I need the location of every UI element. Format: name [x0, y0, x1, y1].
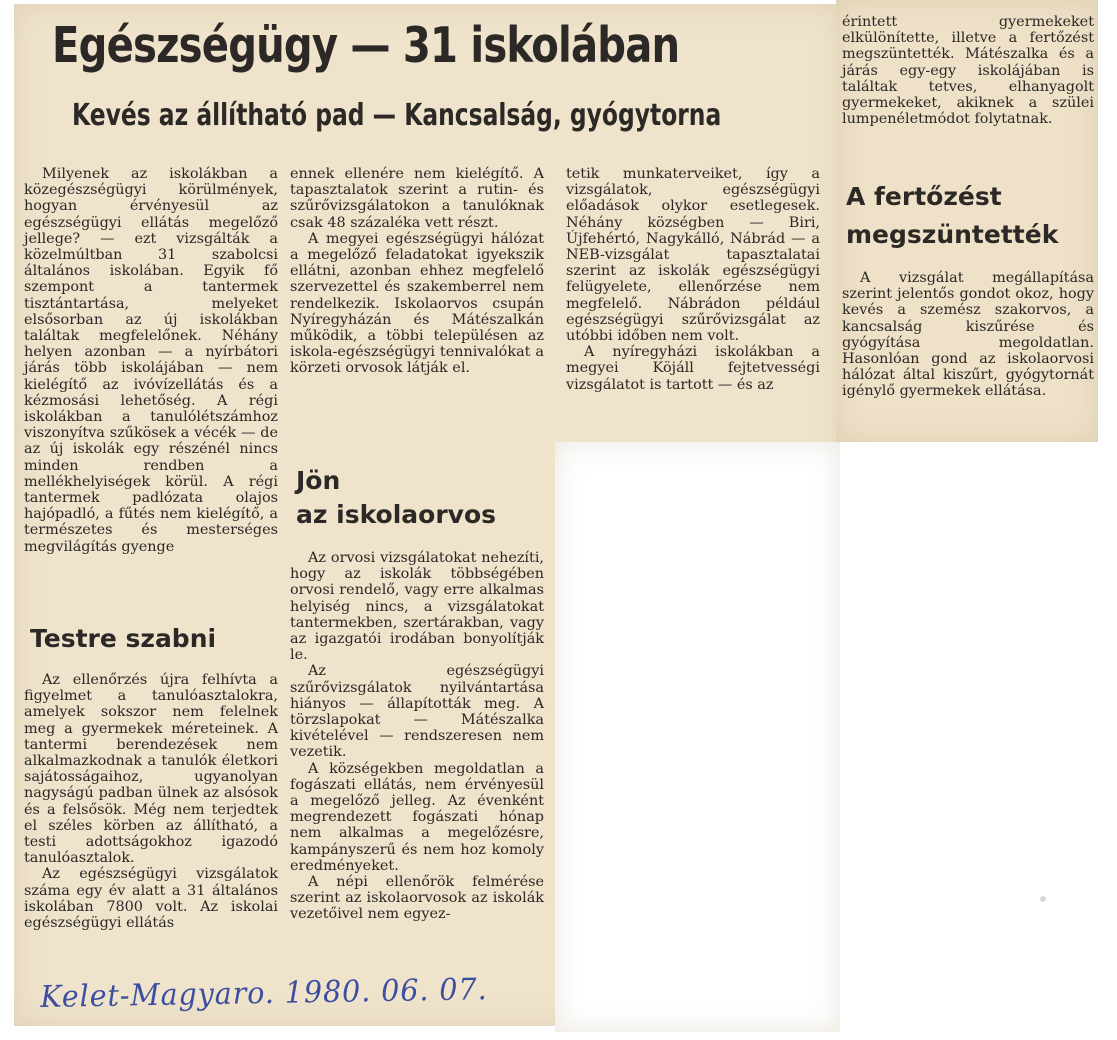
paragraph: Az egészségügyi szűrővizsgálatok nyilvántartása hiányos — állapították meg. A törzslapokat — Mátészalka kivételével — rendszeresen nem vezetik.: [290, 663, 544, 761]
paragraph: ennek ellenére nem kielégítő. A tapasztalatok szerint a rutin- és szűrővizsgálatokon a tanulóknak csak 48 százaléka vett részt.: [290, 166, 544, 231]
paragraph: A vizsgálat megállapítása szerint jelentős gondot okoz, hogy kevés a szemész szakorvos, a kancsalság kiszűrése és gyógyítása megoldatlan. Hasonlóan gond az iskolaorvosi hálózat által kiszűrt, gyógytornát igénylő gyermekek ellátása.: [842, 270, 1094, 400]
column-3: [566, 166, 820, 393]
paragraph: Az egészségügyi vizsgálatok száma egy év alatt a 31 általános iskolában 7800 volt. Az iskolai egészségügyi ellátás: [24, 866, 278, 932]
paragraph: A népi ellenőrök felmérése szerint az iskolaorvosok az iskolák vezetőivel nem egyez-: [290, 874, 544, 923]
paper-speck: [1040, 896, 1046, 902]
paragraph: Az ellenőrzés újra felhívta a figyelmet a tanulóasztalokra, amelyek sokszor nem felelnek meg a gyermekek méreteinek. A tantermi berendezések nem alkalmazkodnak a tanulók életkori sajátosságaihoz, ugyanolyan nagyságú padban ülnek az alsósok és a felsősök. Még nem terjedtek el széles körben az állítható, a testi adottságokhoz igazodó tanulóasztalok.: [24, 672, 278, 867]
paragraph: A nyíregyházi iskolákban a megyei Köjáll fejtetvességi vizsgálatot is tartott — és az: [566, 344, 820, 393]
column-4-continued: [842, 270, 1094, 400]
section-heading-a-fertozest: A fertőzést: [846, 182, 1002, 211]
column-2: [290, 166, 544, 377]
section-heading-megszuntettek: megszüntették: [846, 220, 1059, 249]
section-heading-jon: Jön: [296, 466, 341, 495]
section-heading-az-iskolaorvos: az iskolaorvos: [296, 500, 496, 529]
paragraph: A megyei egészségügyi hálózat a megelőző feladatokat igyekszik ellátni, azonban ehhez megfelelő szervezettel és szakemberrel nem rendelkezik. Iskolaorvos csupán Nyíregyházán és Mátészalkán működik, a többi településen az iskola-egészségügyi tennivalókat a körzeti orvosok látják el.: [290, 230, 544, 377]
column-4: [842, 14, 1094, 127]
column-1: [24, 166, 278, 555]
section-heading-testre-szabni: Testre szabni: [30, 624, 217, 653]
handwritten-source-note: Kelet-Magyaro. 1980. 06. 07.: [40, 972, 488, 1015]
clipping-cutout: [555, 442, 840, 1032]
column-2-continued: [290, 550, 544, 923]
paragraph: Az orvosi vizsgálatokat nehezíti, hogy az iskolák többségében orvosi rendelő, vagy erre alkalmas helyiség nincs, a vizsgálatokat tantermekben, szertárakban, vagy az igazgatói irodában bonyolítják le.: [290, 550, 544, 664]
paragraph: tetik munkaterveiket, így a vizsgálatok, egészségügyi előadások olykor esetlegesek. Néhány községben — Biri, Újfehértó, Nagykálló, Nábrád — a NEB-vizsgálat tapasztalatai szerint az iskolák egészségügyi felügyelete, ellenőrzése nem megfelelő. Nábrádon például egészségügyi szűrővizsgálat az utóbbi időben nem volt.: [566, 166, 820, 345]
headline: Egészségügy — 31 iskolában: [52, 17, 680, 74]
column-1-continued: [24, 672, 278, 931]
paragraph: A községekben megoldatlan a fogászati ellátás, nem érvényesül a megelőző jelleg. Az évenként megrendezett fogászati hónap nem alkalmas a megelőzésre, kampányszerű és nem hoz komoly eredményeket.: [290, 760, 544, 874]
paragraph: Milyenek az iskolákban a közegészségügyi körülmények, hogyan érvényesül az egészségügyi ellátás megelőző jellege? — ezt vizsgálták a közelmúltban 31 szabolcsi általános iskolában. Egyik fő szempont a tantermek tisztántartása, melyeket elsősorban az új iskolákban találtak megfelelőnek. Néhány helyen azonban — a nyírbátori járás több iskolájában — nem kielégítő az ivóvízellátás és a kézmosási lehetőség. A régi iskolákban a tanulólétszámhoz viszonyítva szűkösek a vécék — de az új iskolák egy részénél nincs minden rendben a mellékhelyiségek körül. A régi tantermek padlózata olajos hajópadló, a fűtés nem kielégítő, a természetes és mesterséges megvilágítás gyenge: [24, 166, 278, 555]
paragraph: érintett gyermekeket elkülönítette, illetve a fertőzést megszüntették. Mátészalka és a járás egy-egy iskolájában is találtak tetves, elhanyagolt gyermekeket, akiknek a szülei lumpenéletmódot folytatnak.: [842, 14, 1094, 128]
subheadline: Kevés az állítható pad — Kancsalság, gyógytorna: [72, 98, 722, 133]
